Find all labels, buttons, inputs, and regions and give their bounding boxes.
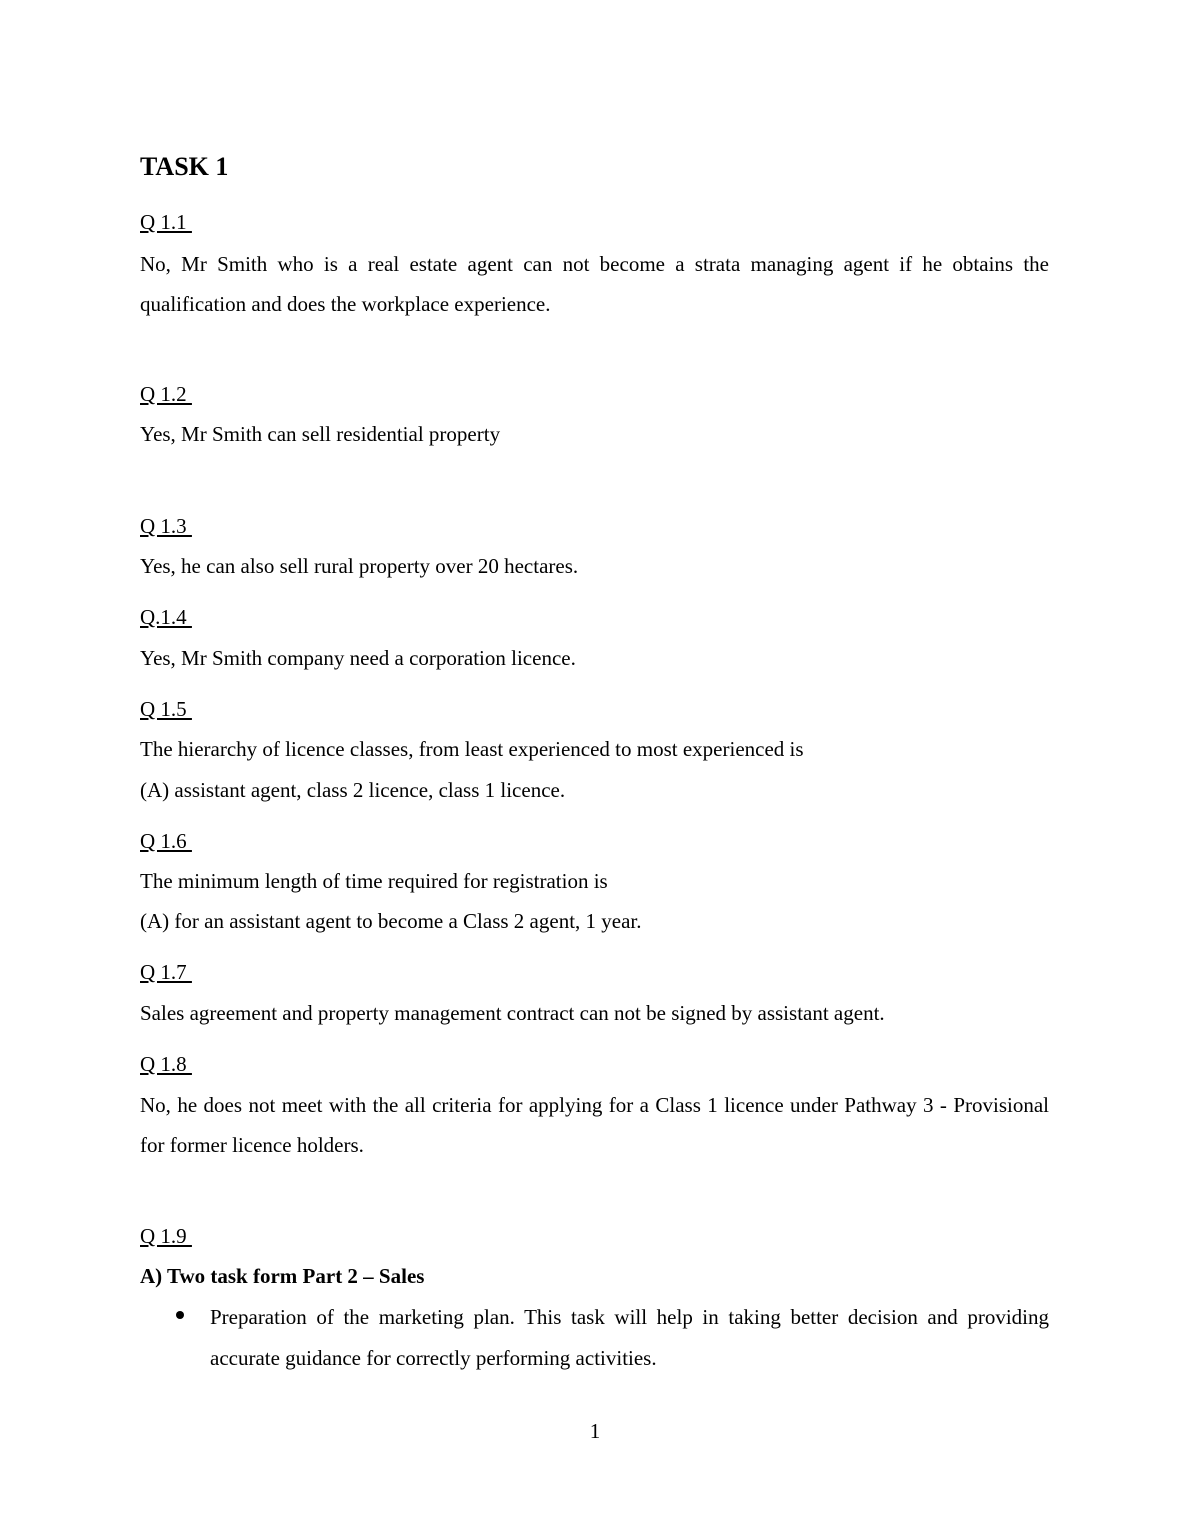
answer-1-1: No, Mr Smith who is a real estate agent can not become a strata managing agent if he obtains the qualification and does the workplace experience. [140, 252, 1049, 316]
answer-1-6-line-2: (A) for an assistant agent to become a Class 2 agent, 1 year. [140, 909, 642, 933]
question-label-1-5: Q 1.5 [140, 697, 192, 721]
bullet-text: Preparation of the marketing plan. This task will help in taking better decision and providing accurate guidance for correctly performing activities. [210, 1305, 1049, 1370]
question-label-1-2: Q 1.2 [140, 382, 192, 406]
answer-1-8: No, he does not meet with the all criteria for applying for a Class 1 licence under Pathway 3 - Provisional for former licence holders. [140, 1093, 1049, 1157]
answer-1-5-line-2: (A) assistant agent, class 2 licence, class 1 licence. [140, 778, 566, 802]
answer-1-2: Yes, Mr Smith can sell residential property [140, 422, 501, 446]
subheading-part-2-sales: A) Two task form Part 2 – Sales [140, 1264, 425, 1288]
question-label-1-9: Q 1.9 [140, 1224, 192, 1248]
answer-1-3: Yes, he can also sell rural property over 20 hectares. [140, 554, 579, 578]
question-label-1-4: Q.1.4 [140, 605, 192, 629]
question-label-1-7: Q 1.7 [140, 960, 192, 984]
page-number: 1 [589, 1419, 601, 1443]
bullet-dot-icon [176, 1311, 184, 1319]
page-title: TASK 1 [140, 152, 229, 181]
question-label-1-8: Q 1.8 [140, 1052, 192, 1076]
answer-1-6-line-1: The minimum length of time required for registration is [140, 869, 608, 893]
question-label-1-6: Q 1.6 [140, 829, 192, 853]
question-label-1-3: Q 1.3 [140, 514, 192, 538]
answer-1-4: Yes, Mr Smith company need a corporation licence. [140, 646, 576, 670]
answer-1-7: Sales agreement and property management contract can not be signed by assistant agent. [140, 1001, 885, 1025]
question-label-1-1: Q 1.1 [140, 210, 192, 234]
answer-1-5-line-1: The hierarchy of licence classes, from least experienced to most experienced is [140, 737, 804, 761]
